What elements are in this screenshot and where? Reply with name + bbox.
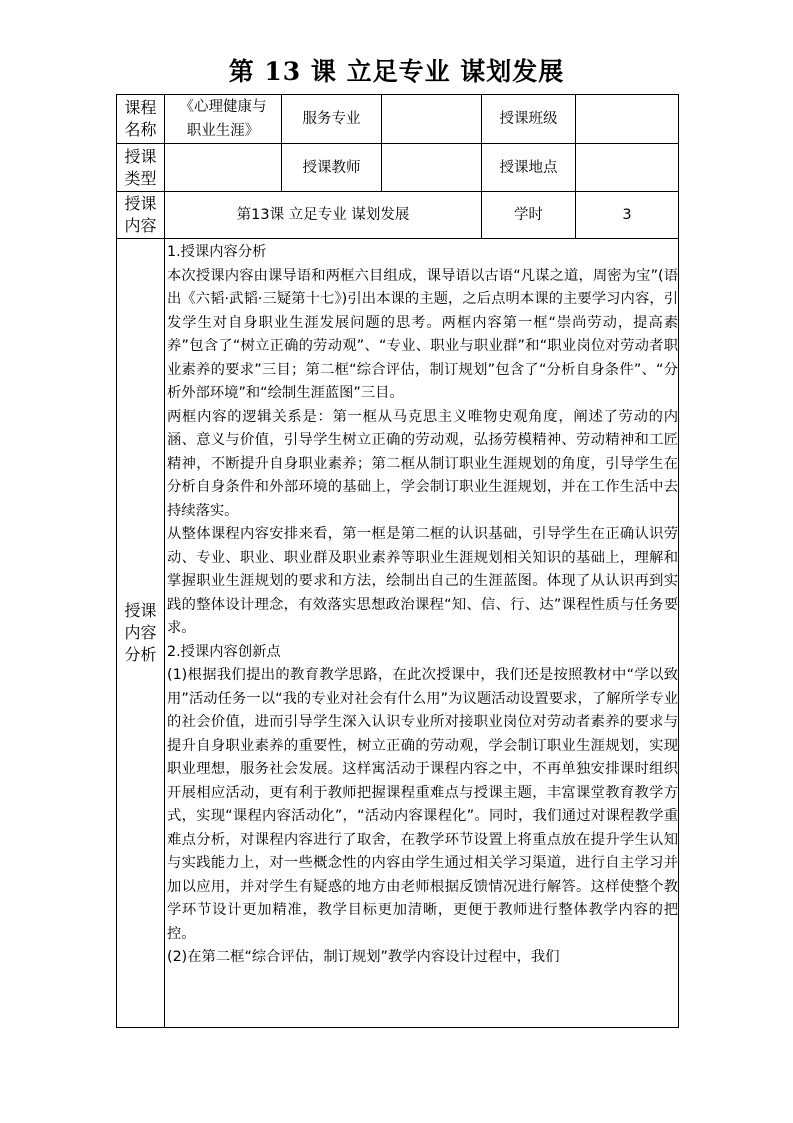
table-row (117, 192, 679, 239)
paragraph: 从整体课程内容安排来看，第一框是第二框的认识基础，引导学生在正确认识劳动、专业、职业、职业群及职业素养等职业生涯规划相关知识的基础上，理解和掌握职业生涯规划的要求和方法，绘制出自己的生涯蓝图。体现了从认识再到实践的整体设计理念，有效落实思想政治课程“知、信、行、达”课程性质与任务要求。 (167, 526, 678, 636)
section-heading: 2.授课内容创新点 (167, 643, 281, 660)
table-row (117, 95, 679, 144)
lesson-type-value-cell (165, 144, 282, 192)
class-value-cell (576, 95, 679, 144)
major-label-cell: 服务专业 (282, 95, 382, 144)
lesson-content-value-cell: 第13课 立足专业 谋划发展 (165, 192, 482, 239)
label-text: 课程 (124, 98, 157, 117)
teacher-label-cell: 授课教师 (282, 144, 382, 192)
label-text: 授课 (124, 146, 157, 166)
paragraph: 两框内容的逻辑关系是：第一框从马克思主义唯物史观角度，阐述了劳动的内涵、意义与价值，引导学生树立正确的劳动观，弘扬劳模精神、劳动精神和工匠精神，不断提升自身职业素养；第二框从制订职业生涯规划的角度，引导学生在分析自身条件和外部环境的基础上，学会制订职业生涯规划，并在工作生活中去持续落实。 (167, 408, 678, 519)
label-text: 类型 (124, 168, 157, 188)
section-heading: 1.授课内容分析 (167, 244, 267, 260)
document-title: 第 13 课 立足专业 谋划发展 (228, 57, 565, 86)
class-label-cell: 授课班级 (482, 95, 576, 144)
course-name-label-cell (117, 95, 165, 144)
analysis-content-cell (165, 239, 679, 1028)
lesson-content-label-cell (117, 192, 165, 239)
location-value-cell (576, 144, 679, 192)
label-text: 名称 (124, 120, 157, 139)
teacher-value-cell (382, 144, 482, 192)
course-name-line: 《心理健康与 (179, 99, 267, 115)
label-text: 内容 (124, 216, 157, 235)
label-text: 授课 (124, 601, 157, 620)
analysis-body (165, 239, 678, 970)
label-text: 分析 (124, 645, 157, 664)
lesson-plan-table (116, 94, 679, 1028)
table-row (117, 239, 679, 1028)
hours-label-cell: 学时 (482, 192, 576, 239)
label-text: 授课 (124, 194, 157, 213)
hours-value-cell: 3 (576, 192, 679, 239)
table-row (117, 144, 679, 192)
analysis-label-cell (117, 239, 165, 1028)
label-text: 内容 (124, 623, 157, 642)
paragraph: (1)根据我们提出的教育教学思路，在此次授课中，我们还是按照教材中“学以致用”活动任务一以“我的专业对社会有什么用”为议题活动设置要求，了解所学专业的社会价值，进而引导学生深入认识专业所对接职业岗位对劳动者素养的要求与提升自身职业素养的重要性，树立正确的劳动观，学会制订职业生涯规划，实现职业理想，服务社会发展。这样寓活动于课程内容之中，不再单独安排课时组织开展相应活动，更有利于教师把握课程重难点与授课主题，丰富课堂教育教学方式，实现“课程内容活动化”，“活动内容课程化”。同时，我们通过对课程教学重难点分析，对课程内容进行了取舍，在教学环节设置上将重点放在提升学生认知与实践能力上，对一些概念性的内容由学生通过相关学习渠道，进行自主学习并加以应用，并对学生有疑惑的地方由老师根据反馈情况进行解答。这样使整个教学环节设计更加精准，教学目标更加清晰，更便于教师进行整体教学内容的把控。 (167, 667, 678, 942)
location-label-cell: 授课地点 (482, 144, 576, 192)
course-name-value-cell (165, 95, 282, 144)
paragraph: (2)在第二框“综合评估，制订规划”教学内容设计过程中，我们 (167, 949, 560, 965)
paragraph: 本次授课内容由课导语和两框六目组成，课导语以古语“凡谋之道，周密为宝”(语出《六韬·武韬·三疑第十七》)引出本课的主题，之后点明本课的主要学习内容，引发学生对自身职业生涯发展问题的思考。两框内容第一框“崇尚劳动，提高素养”包含了“树立正确的劳动观”、“专业、职业与职业群”和“职业岗位对劳动者职业素养的要求”三目；第二框“综合评估，制订规划”包含了“分析自身条件”、“分析外部环境”和“绘制生涯蓝图”三目。 (167, 267, 678, 401)
major-value-cell (382, 95, 482, 144)
lesson-type-label-cell (117, 144, 165, 192)
course-name-line: 职业生涯》 (186, 123, 260, 139)
